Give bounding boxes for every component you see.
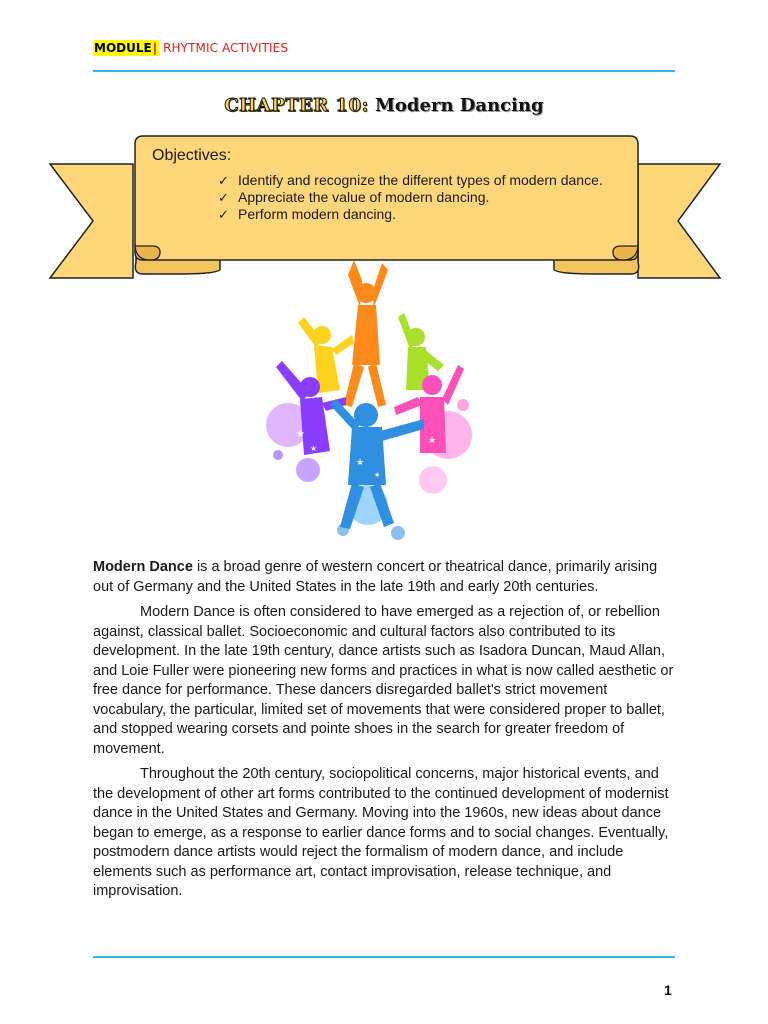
objective-text: Perform modern dancing. bbox=[238, 206, 396, 222]
module-header bbox=[93, 40, 288, 56]
svg-text:★: ★ bbox=[374, 471, 381, 479]
checkmark-icon: ✓ bbox=[218, 190, 229, 205]
checkmark-icon: ✓ bbox=[218, 173, 229, 188]
checkmark-icon: ✓ bbox=[218, 207, 229, 222]
objective-item bbox=[218, 206, 608, 223]
paragraph-20th-century: Throughout the 20th century, sociopolitical concerns, major historical events, and the development of other art forms contributed to the continued development of modernist dance in the United States and Germany. Moving into the 1960s, new ideas about dance began to emerge, as a response to earlier dance forms and to social changes. Eventually, postmodern dance artists would reject the formalism of modern dance, and include elements such as performance art, contact improvisation, release technique, and improvisation. bbox=[93, 766, 669, 899]
objectives-list bbox=[218, 172, 608, 223]
term-modern-dance: Modern Dance bbox=[93, 559, 193, 575]
svg-text:★: ★ bbox=[296, 429, 305, 440]
objective-text: Appreciate the value of modern dancing. bbox=[238, 189, 490, 205]
paragraph-intro bbox=[93, 558, 678, 597]
footer-rule bbox=[93, 956, 675, 958]
objective-item bbox=[218, 172, 608, 189]
dancers-silhouette-illustration bbox=[248, 255, 488, 545]
chapter-title bbox=[0, 95, 768, 116]
chapter-number: CHAPTER 10: bbox=[224, 95, 369, 116]
module-separator: | bbox=[152, 41, 158, 55]
objective-item bbox=[218, 189, 608, 206]
objectives-heading: Objectives: bbox=[152, 147, 232, 164]
banner-left-tail bbox=[50, 164, 133, 278]
chapter-name: Modern Dancing bbox=[375, 95, 544, 116]
dancer-orange bbox=[344, 260, 388, 407]
svg-text:★: ★ bbox=[428, 436, 437, 446]
body-text bbox=[93, 558, 678, 908]
svg-text:★: ★ bbox=[356, 458, 365, 468]
page-number: 1 bbox=[664, 982, 672, 998]
module-subject: RHYTMIC ACTIVITIES bbox=[163, 41, 289, 55]
svg-text:★: ★ bbox=[310, 444, 318, 453]
paragraph-intro-text: is a broad genre of western concert or theatrical dance, primarily arising out of Germany and the United States in the late 19th and early 20th centuries. bbox=[93, 559, 658, 595]
banner-right-tail bbox=[638, 164, 720, 278]
objective-text: Identify and recognize the different types of modern dance. bbox=[238, 172, 603, 188]
module-label: MODULE bbox=[94, 41, 152, 55]
header-rule bbox=[93, 70, 675, 72]
paragraph-origins: Modern Dance is often considered to have emerged as a rejection of, or rebellion against, classical ballet. Socioeconomic and cultural factors also contributed to its development. In the late 19th century, dance artists such as Isadora Duncan, Maud Allan, and Loie Fuller were pioneering new forms and practices in what is now called aesthetic or free dance for performance. These dancers disregarded ballet's strict movement vocabulary, the particular, limited set of movements that were considered proper to ballet, and stopped wearing corsets and pointe shoes in the search for greater freedom of movement. bbox=[93, 604, 674, 757]
